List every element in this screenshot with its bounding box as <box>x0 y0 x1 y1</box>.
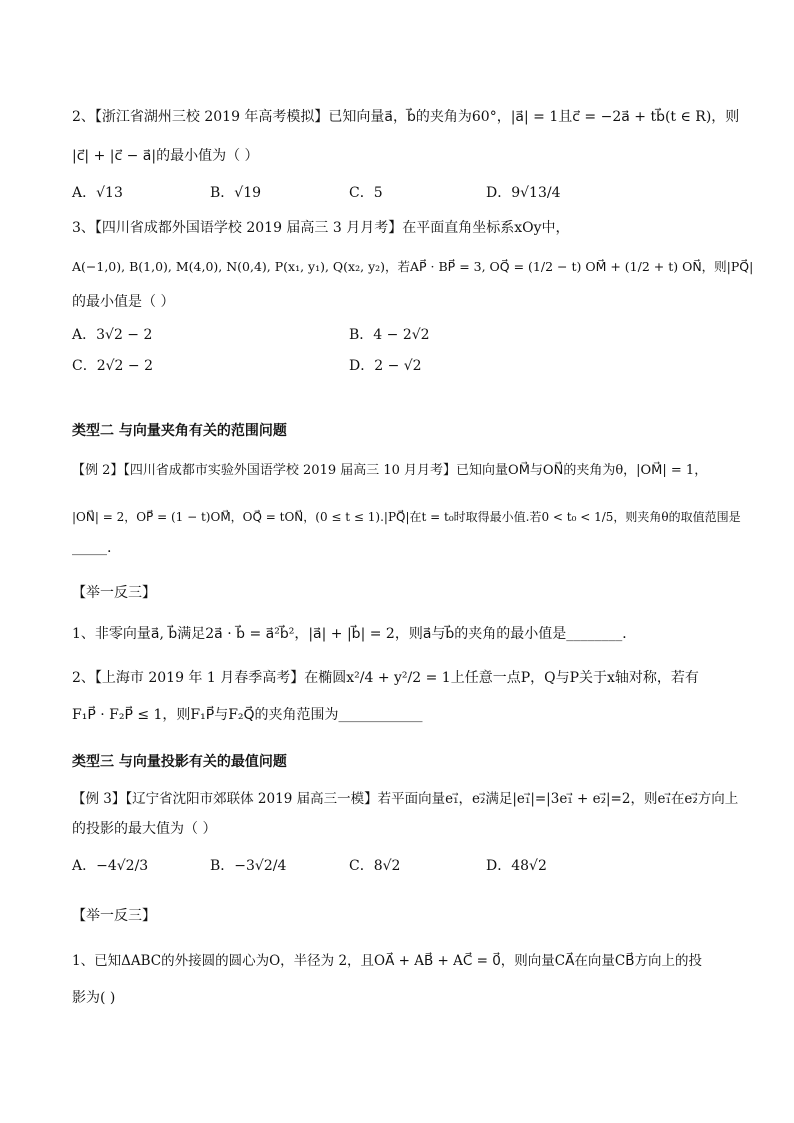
example2-line1: 【例 2】【四川省成都市实验外国语学校 2019 届高三 10 月月考】已知向量OM⃗与ON⃗的夹角为θ，|OM⃗| = 1， <box>72 463 708 478</box>
q3-stem-line3: 的最小值是（ ） <box>72 294 175 310</box>
q2-option-a: A．√13 <box>72 185 123 201</box>
example2-line3: _____. <box>72 540 112 556</box>
q3-option-d: D．2 − √2 <box>349 358 422 374</box>
type2-heading: 类型二 与向量夹角有关的范围问题 <box>72 423 287 439</box>
ex3-option-c: C．8√2 <box>349 858 401 874</box>
q3-option-c: C．2√2 − 2 <box>72 358 153 374</box>
q2-option-d: D．9√13/4 <box>486 185 561 201</box>
ex3-option-d: D．48√2 <box>486 858 547 874</box>
q3-option-a: A．3√2 − 2 <box>72 327 153 343</box>
q3-stem-line1: 3、【四川省成都外国语学校 2019 届高三 3 月月考】在平面直角坐标系xOy中， <box>72 220 570 236</box>
example2-line2: |ON⃗| = 2，OP⃗ = (1 − t)OM⃗，OQ⃗ = tON⃗，(0 ≤ t ≤ 1).|PQ⃗|在t = t₀时取得最小值.若0 < t₀ < 1/5，则夹角θ的取值范围是 <box>72 510 741 524</box>
q2-option-c: C．5 <box>349 185 383 201</box>
q3-stem-line2: A(−1,0), B(1,0), M(4,0), N(0,4), P(x₁, y₁), Q(x₂, y₂)，若AP⃗ · BP⃗ = 3, OQ⃗ = (1/2 − t) OM⃗ + (1/2 + t) ON⃗，则|PQ⃗| <box>72 259 754 274</box>
q3-option-b: B．4 − 2√2 <box>349 327 430 343</box>
type3-practice-heading: 【举一反三】 <box>72 908 156 924</box>
type2-practice-2-line2: F₁P⃗ · F₂P⃗ ≤ 1，则F₁P⃗与F₂Q⃗的夹角范围为____________ <box>72 707 423 723</box>
type2-practice-1: 1、非零向量a⃗, b⃗满足2a⃗ · b⃗ = a⃗²b⃗²，|a⃗| + |b⃗| = 2，则a⃗与b⃗的夹角的最小值是________． <box>72 626 637 642</box>
example3-line1: 【例 3】【辽宁省沈阳市郊联体 2019 届高三一模】若平面向量e₁⃗，e₂⃗满足|e₁⃗|=|3e₁⃗ + e₂⃗|=2，则e₁⃗在e₂⃗方向上 <box>72 791 739 807</box>
type2-practice-2-line1: 2、【上海市 2019 年 1 月春季高考】在椭圆x²/4 + y²/2 = 1上任意一点P，Q与P关于x轴对称，若有 <box>72 670 699 686</box>
q2-stem-line2: |c⃗| + |c⃗ − a⃗|的最小值为（ ） <box>72 148 259 164</box>
example3-line2: 的投影的最大值为（ ） <box>72 821 217 837</box>
ex3-option-a: A．−4√2/3 <box>72 858 149 874</box>
type2-practice-heading: 【举一反三】 <box>72 585 156 601</box>
q2-stem-line1: 2、【浙江省湖州三校 2019 年高考模拟】已知向量a⃗，b⃗的夹角为60°，|a⃗| = 1且c⃗ = −2a⃗ + tb⃗(t ∈ R)，则 <box>72 109 740 125</box>
type3-practice-1-line2: 影为( ) <box>72 990 116 1006</box>
type3-heading: 类型三 与向量投影有关的最值问题 <box>72 754 287 770</box>
type3-practice-1-line1: 1、已知ΔABC的外接圆的圆心为O，半径为 2，且OA⃗ + AB⃗ + AC⃗ = 0⃗，则向量CA⃗在向量CB⃗方向上的投 <box>72 953 702 969</box>
q2-option-b: B．√19 <box>210 185 262 201</box>
ex3-option-b: B．−3√2/4 <box>210 858 287 874</box>
